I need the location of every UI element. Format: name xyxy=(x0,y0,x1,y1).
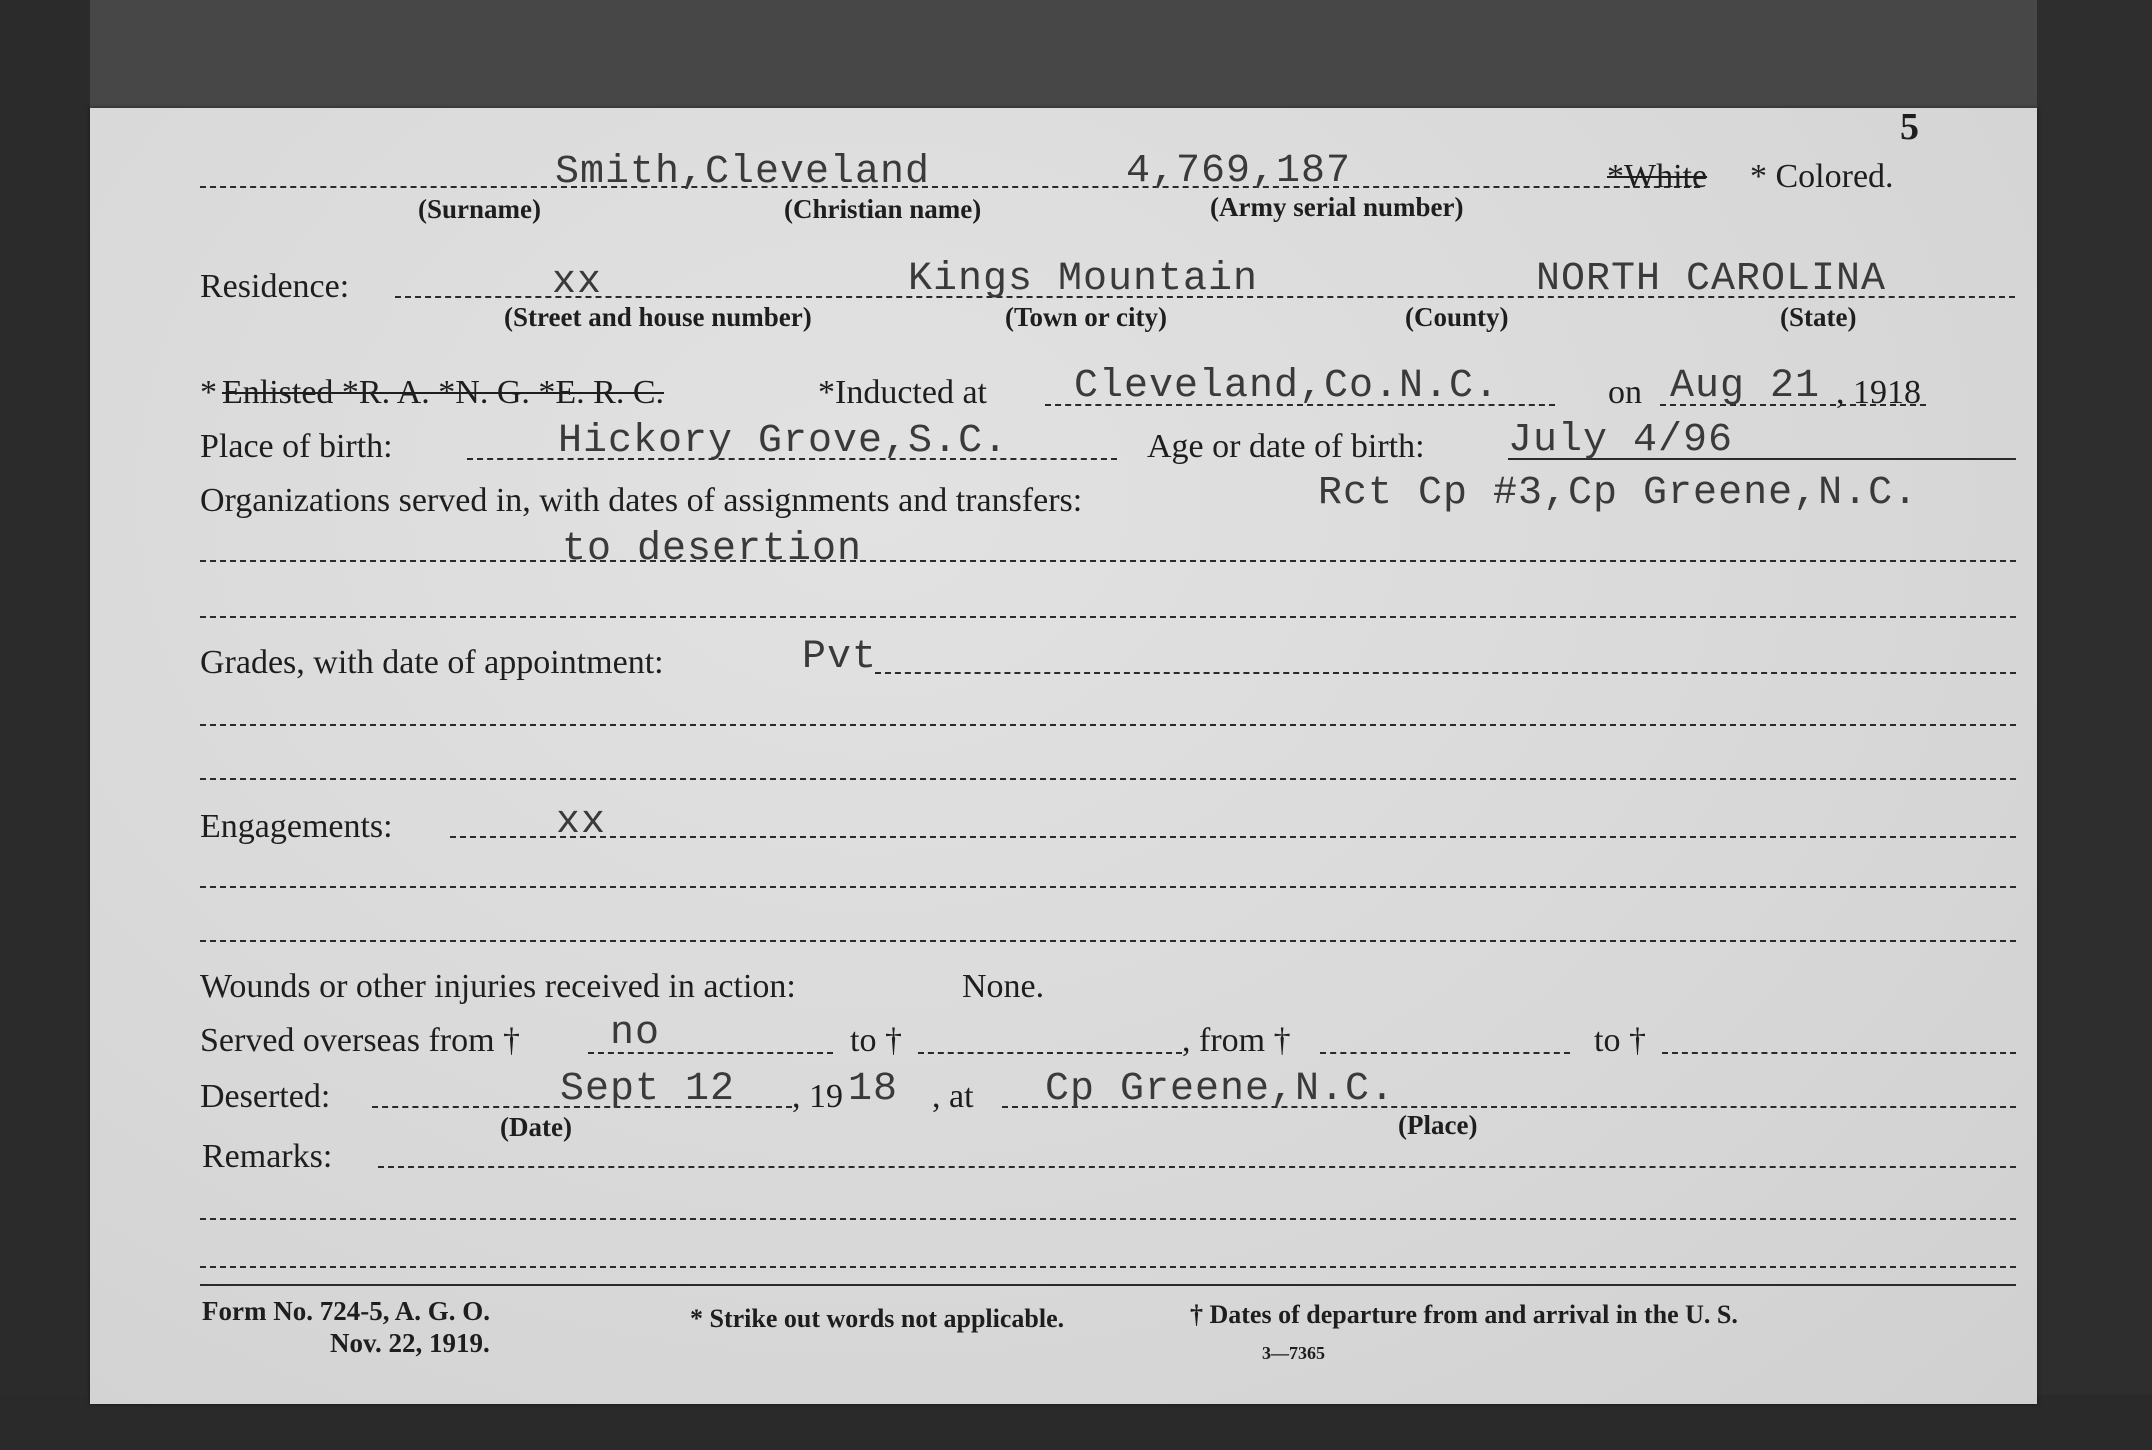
overseas-to-line xyxy=(918,1052,1182,1054)
surname-caption: (Surname) xyxy=(418,194,541,224)
engagements-line-2 xyxy=(200,886,2016,888)
engagements-line-3 xyxy=(200,940,2016,942)
engagements-label: Engagements: xyxy=(200,808,393,845)
overseas-from-label: Served overseas from † xyxy=(200,1022,521,1059)
form-date: Nov. 22, 1919. xyxy=(330,1328,490,1358)
remarks-label: Remarks: xyxy=(202,1138,333,1175)
residence-state-value: NORTH CAROLINA xyxy=(1536,257,1887,302)
card-number: 5 xyxy=(1900,106,1919,148)
deserted-label: Deserted: xyxy=(200,1078,331,1115)
deserted-place-caption: (Place) xyxy=(1398,1110,1478,1140)
inducted-at-label: *Inducted at xyxy=(818,374,987,411)
deserted-date-value: Sept 12 xyxy=(560,1067,736,1112)
overseas-to-label: to † xyxy=(850,1022,902,1059)
age-value: July 4/96 xyxy=(1508,418,1734,463)
residence-label: Residence: xyxy=(200,268,350,305)
race-white-struck: *White xyxy=(1607,158,1708,195)
remarks-line-1 xyxy=(378,1166,2016,1168)
inducted-date-value: Aug 21 xyxy=(1670,364,1821,409)
organizations-value-line1: Rct Cp #3,Cp Greene,N.C. xyxy=(1318,471,1919,516)
wounds-value: None. xyxy=(962,968,1045,1005)
overseas-from2-label: , from † xyxy=(1182,1022,1291,1059)
grades-line-3 xyxy=(200,778,2016,780)
scan-background-right xyxy=(2037,0,2152,1450)
age-label: Age or date of birth: xyxy=(1147,428,1425,465)
organizations-line-3 xyxy=(200,616,2016,618)
wounds-label: Wounds or other injuries received in action: xyxy=(200,968,796,1005)
christian-name-caption: (Christian name) xyxy=(784,194,982,224)
scan-background-left xyxy=(0,0,90,1450)
grades-label: Grades, with date of appointment: xyxy=(200,644,664,681)
overseas-from2-line xyxy=(1320,1052,1570,1054)
scan-background-top xyxy=(0,0,2152,110)
inducted-place-value: Cleveland,Co.N.C. xyxy=(1074,364,1500,409)
engagements-value: xx xyxy=(556,800,607,845)
state-caption: (State) xyxy=(1780,302,1857,332)
town-caption: (Town or city) xyxy=(1005,302,1167,332)
inducted-year: , 1918 xyxy=(1836,374,1921,411)
deserted-year-prefix: , 19 xyxy=(792,1078,843,1115)
grades-line-2 xyxy=(200,724,2016,726)
engagements-line-1 xyxy=(450,836,2016,838)
residence-street-value: xx xyxy=(552,260,603,305)
place-of-birth-value: Hickory Grove,S.C. xyxy=(558,419,1009,464)
street-caption: (Street and house number) xyxy=(504,302,812,332)
surname-given-value: Smith,Cleveland xyxy=(555,150,931,195)
organizations-value-line2: to desertion xyxy=(562,527,863,572)
footnote-dates: † Dates of departure from and arrival in the U. S. xyxy=(1190,1300,1738,1329)
place-of-birth-label: Place of birth: xyxy=(200,428,393,465)
footnote-strike: * Strike out words not applicable. xyxy=(690,1304,1065,1333)
residence-town-value: Kings Mountain xyxy=(908,257,1259,302)
inducted-on-label: on xyxy=(1608,374,1642,411)
serial-number-value: 4,769,187 xyxy=(1126,149,1352,194)
deserted-date-caption: (Date) xyxy=(500,1112,572,1142)
deserted-at-label: , at xyxy=(932,1078,974,1115)
service-record-card xyxy=(90,108,2037,1404)
deserted-year-value: 18 xyxy=(848,1067,899,1112)
overseas-to2-label: to † xyxy=(1594,1022,1646,1059)
overseas-from-value: no xyxy=(610,1011,661,1056)
race-colored: * Colored. xyxy=(1750,158,1894,195)
form-number: Form No. 724-5, A. G. O. xyxy=(202,1296,490,1326)
grades-line-1 xyxy=(875,672,2016,674)
print-code: 3—7365 xyxy=(1262,1343,1325,1363)
enlisted-struck-options: Enlisted *R. A. *N. G. *E. R. C. xyxy=(222,374,665,411)
organizations-line-2 xyxy=(200,560,2016,562)
remarks-line-3 xyxy=(200,1266,2016,1268)
grades-value: Pvt xyxy=(802,635,878,680)
enlisted-star: * xyxy=(200,374,217,411)
remarks-line-2 xyxy=(200,1218,2016,1220)
footer-rule xyxy=(200,1284,2016,1286)
county-caption: (County) xyxy=(1405,302,1509,332)
overseas-to2-line xyxy=(1662,1052,2016,1054)
deserted-place-value: Cp Greene,N.C. xyxy=(1045,1067,1396,1112)
organizations-label: Organizations served in, with dates of assignments and transfers: xyxy=(200,482,1083,519)
name-line xyxy=(200,186,1700,188)
serial-caption: (Army serial number) xyxy=(1210,192,1464,222)
